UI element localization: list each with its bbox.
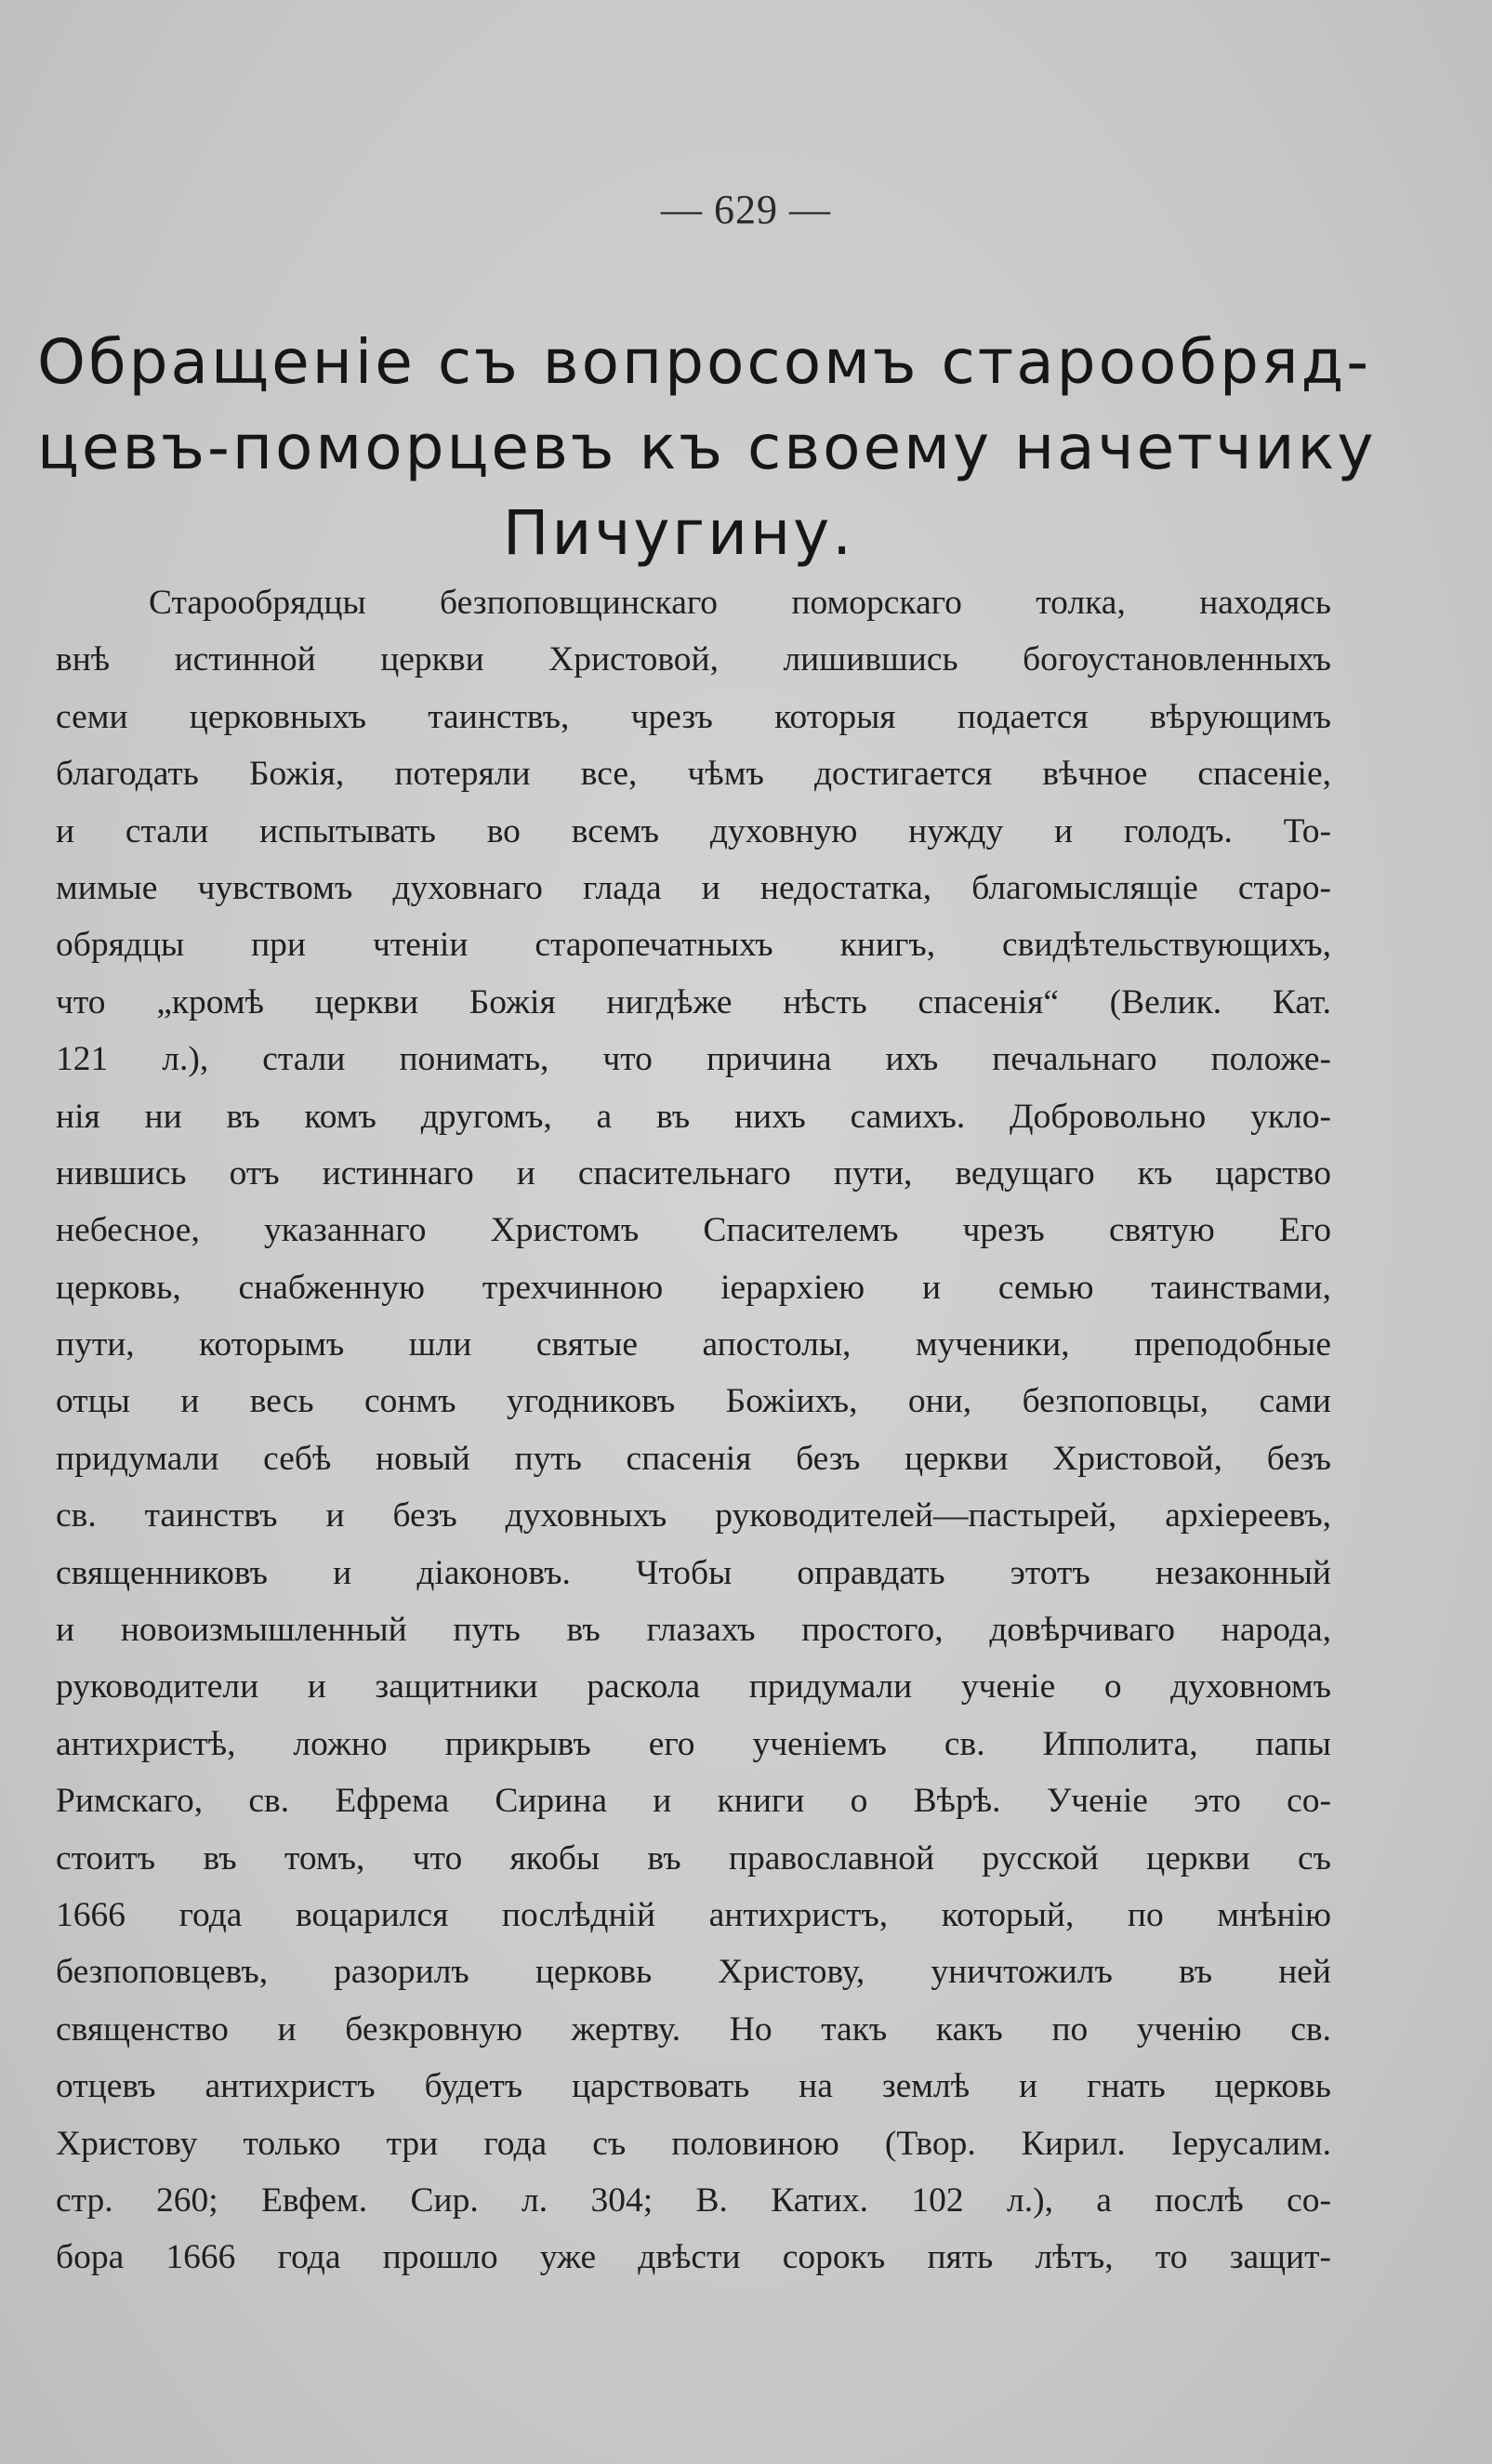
page-number: — 629 — bbox=[661, 187, 831, 232]
body-line: безпоповцевъ, разорилъ церковь Христову, уничтожилъ въ ней bbox=[56, 1953, 1331, 1992]
body-line: отцевъ антихристъ будетъ царствовать на землѣ и гнать церковь bbox=[56, 2067, 1331, 2106]
body-line: антихристѣ, ложно прикрывъ его ученіемъ св. Ипполита, папы bbox=[56, 1724, 1331, 1763]
body-line: руководители и защитники раскола придумали ученіе о духовномъ bbox=[56, 1667, 1331, 1706]
body-line: обрядцы при чтеніи старопечатныхъ книгъ, свидѣтельствующихъ, bbox=[56, 926, 1331, 965]
article-body bbox=[56, 574, 1331, 2286]
body-line: благодать Божія, потеряли все, чѣмъ достигается вѣчное спасеніе, bbox=[56, 755, 1331, 794]
body-line: небесное, указаннаго Христомъ Спасителемъ чрезъ святую Его bbox=[56, 1211, 1331, 1250]
body-line: св. таинствъ и безъ духовныхъ руководителей—пастырей, архіереевъ, bbox=[56, 1496, 1331, 1535]
body-line: Старообрядцы безпоповщинскаго поморскаго толка, находясь bbox=[149, 584, 1331, 622]
body-line: священство и безкровную жертву. Но такъ какъ по ученію св. bbox=[56, 2009, 1331, 2049]
body-line: и новоизмышленный путь въ глазахъ простого, довѣрчиваго народа, bbox=[56, 1611, 1331, 1650]
body-line: стр. 260; Евфем. Сир. л. 304; В. Катих. 102 л.), а послѣ со- bbox=[56, 2181, 1331, 2220]
body-line: стоитъ въ томъ, что якобы въ православной русской церкви съ bbox=[56, 1838, 1331, 1878]
body-line: Христову только три года съ половиною (Твор. Кирил. Іерусалим. bbox=[56, 2124, 1331, 2163]
title-line: цевъ-поморцевъ къ своему начетчику bbox=[37, 412, 1377, 484]
title-line: Пичугину. bbox=[502, 497, 855, 570]
body-line: священниковъ и діаконовъ. Чтобы оправдать этотъ незаконный bbox=[56, 1553, 1331, 1592]
body-line: придумали себѣ новый путь спасенія безъ церкви Христовой, безъ bbox=[56, 1439, 1331, 1478]
body-line: семи церковныхъ таинствъ, чрезъ которыя подается вѣрующимъ bbox=[56, 697, 1331, 736]
body-line: пути, которымъ шли святые апостолы, мученики, преподобные bbox=[56, 1325, 1331, 1364]
body-line: Римскаго, св. Ефрема Сирина и книги о Вѣрѣ. Ученіе это со- bbox=[56, 1782, 1331, 1821]
article-title bbox=[37, 320, 1377, 576]
body-line: бора 1666 года прошло уже двѣсти сорокъ пять лѣтъ, то защит- bbox=[56, 2238, 1331, 2277]
body-line: мимые чувствомъ духовнаго глада и недостатка, благомыслящіе старо- bbox=[56, 868, 1331, 907]
body-line: и стали испытывать во всемъ духовную нужду и голодъ. То- bbox=[56, 811, 1331, 850]
body-line: нія ни въ комъ другомъ, а въ нихъ самихъ. Добровольно укло- bbox=[56, 1097, 1331, 1136]
body-line: церковь, снабженную трехчинною іерархіею и семью таинствами, bbox=[56, 1268, 1331, 1307]
body-line: что „кромѣ церкви Божія нигдѣже нѣсть спасенія“ (Велик. Кат. bbox=[56, 982, 1331, 1021]
body-line: 121 л.), стали понимать, что причина ихъ печальнаго положе- bbox=[56, 1040, 1331, 1079]
title-line: Обращеніе съ вопросомъ старообряд- bbox=[37, 326, 1372, 399]
body-line: отцы и весь сонмъ угодниковъ Божіихъ, они, безпоповцы, сами bbox=[56, 1382, 1331, 1421]
body-line: внѣ истинной церкви Христовой, лишившись богоустановленныхъ bbox=[56, 640, 1331, 679]
body-line: нившись отъ истиннаго и спасительнаго пути, ведущаго къ царство bbox=[56, 1153, 1331, 1192]
body-line: 1666 года воцарился послѣдній антихристъ, который, по мнѣнію bbox=[56, 1895, 1331, 1934]
